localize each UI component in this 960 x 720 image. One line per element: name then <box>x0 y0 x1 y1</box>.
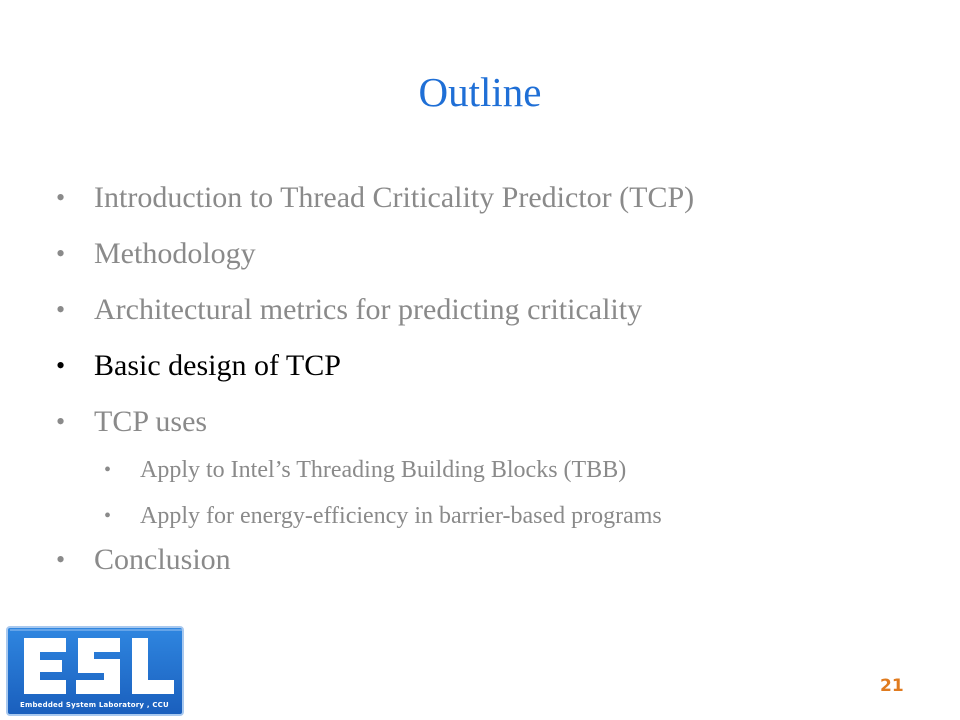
outline-item-label: TCP uses <box>94 405 208 438</box>
outline-item-label: Architectural metrics for predicting criticality <box>94 293 643 326</box>
bullet-dot: • <box>104 459 112 481</box>
slide-title: Outline <box>418 69 542 115</box>
outline-item-label: Introduction to Thread Criticality Predictor (TCP) <box>94 181 695 214</box>
outline-item-label: Basic design of TCP <box>94 349 341 382</box>
bullet-dot: • <box>56 545 66 574</box>
esl-logo-caption: Embedded System Laboratory , CCU <box>20 701 169 709</box>
outline-item-label: Methodology <box>94 237 256 270</box>
bullet-dot: • <box>104 505 112 527</box>
esl-logo <box>6 626 184 716</box>
outline-item-label: Apply to Intel’s Threading Building Blocks (TBB) <box>140 457 627 483</box>
bullet-dot: • <box>56 351 66 380</box>
page-number: 21 <box>880 676 904 696</box>
outline-item-label: Conclusion <box>94 543 231 576</box>
outline-item-label: Apply for energy-efficiency in barrier-based programs <box>140 503 662 529</box>
bullet-dot: • <box>56 407 66 436</box>
bullet-dot: • <box>56 295 66 324</box>
bullet-dot: • <box>56 239 66 268</box>
bullet-dot: • <box>56 183 66 212</box>
